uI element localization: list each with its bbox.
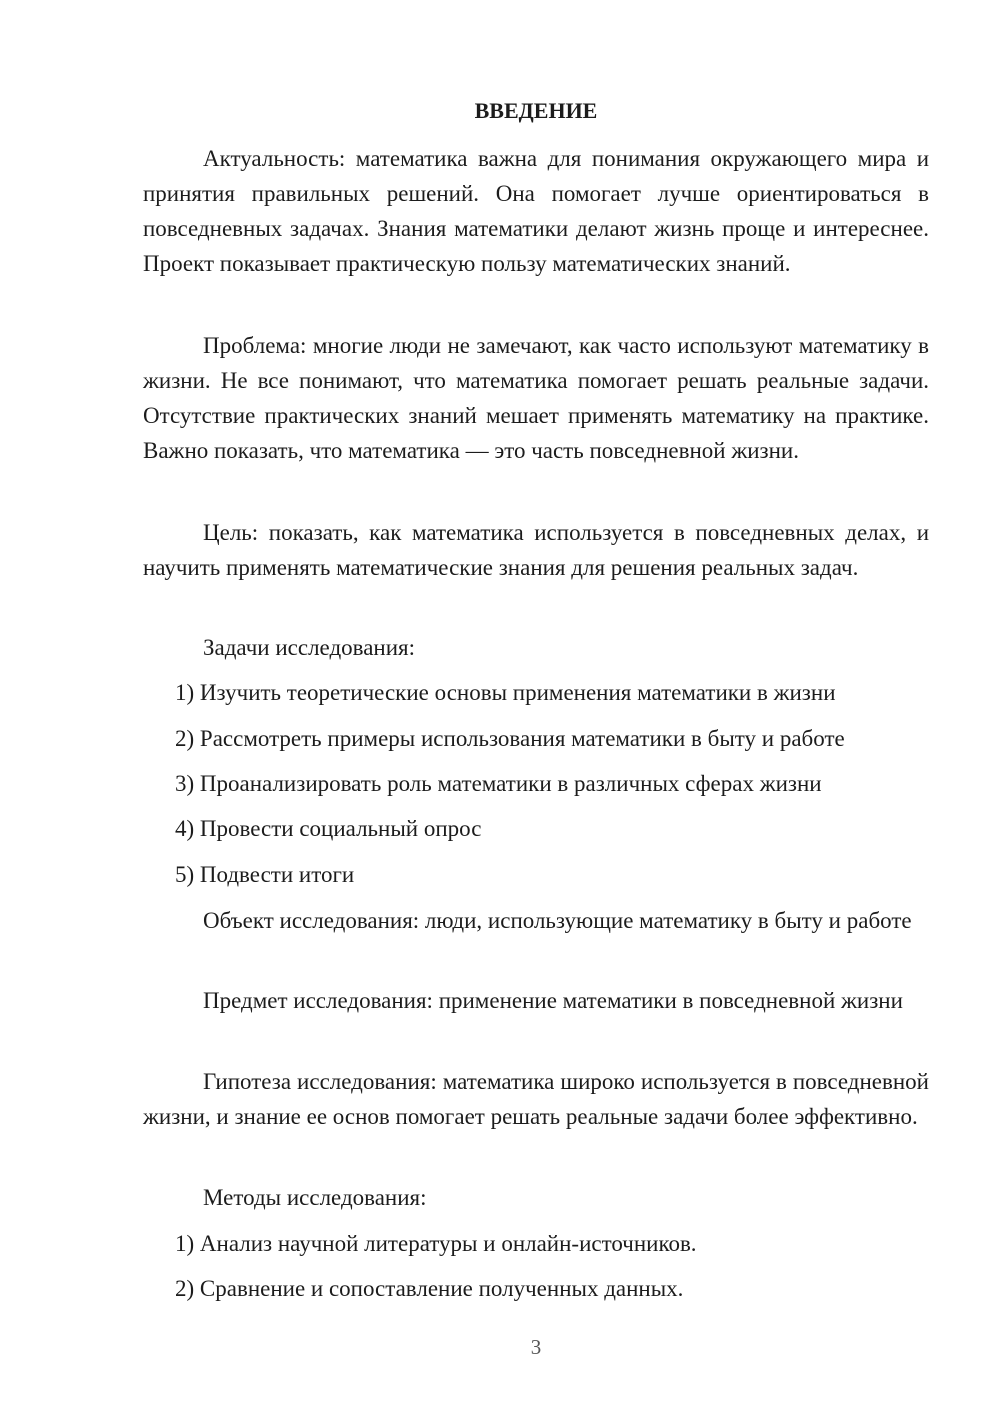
hypothesis-paragraph: Гипотеза исследования: математика широко используется в повседневной жизни, и знание ее основ помогает решать реальные задачи более эффективно. <box>143 1069 929 1129</box>
method-item-1: 1) Анализ научной литературы и онлайн-источников. <box>175 1231 697 1256</box>
problem-paragraph: Проблема: многие люди не замечают, как часто используют математику в жизни. Не все понимают, что математика помогает решать реальные задачи. Отсутствие практических знаний мешает применять математику на практике. Важно показать, что математика — это часть повседневной жизни. <box>143 333 929 463</box>
section-heading: ВВЕДЕНИЕ <box>474 98 598 123</box>
task-item-1: 1) Изучить теоретические основы применения математики в жизни <box>175 680 836 705</box>
task-item-3: 3) Проанализировать роль математики в различных сферах жизни <box>175 771 822 796</box>
task-item-4: 4) Провести социальный опрос <box>175 816 482 841</box>
methods-label: Методы исследования: <box>203 1185 427 1210</box>
relevance-paragraph: Актуальность: математика важна для понимания окружающего мира и принятия правильных решений. Она помогает лучше ориентироваться в повседневных задачах. Знания математики делают жизнь проще и интереснее. Проект показывает практическую пользу математических знаний. <box>143 146 929 276</box>
page-number: 3 <box>530 1335 542 1359</box>
goal-paragraph: Цель: показать, как математика используется в повседневных делах, и научить применять математические знания для решения реальных задач. <box>143 520 929 580</box>
subject-paragraph: Предмет исследования: применение математики в повседневной жизни <box>203 988 903 1013</box>
method-item-2: 2) Сравнение и сопоставление полученных данных. <box>175 1276 684 1301</box>
tasks-label: Задачи исследования: <box>203 635 416 660</box>
task-item-2: 2) Рассмотреть примеры использования математики в быту и работе <box>175 726 845 751</box>
task-item-5: 5) Подвести итоги <box>175 862 355 887</box>
object-paragraph: Объект исследования: люди, использующие математику в быту и работе <box>203 908 912 933</box>
